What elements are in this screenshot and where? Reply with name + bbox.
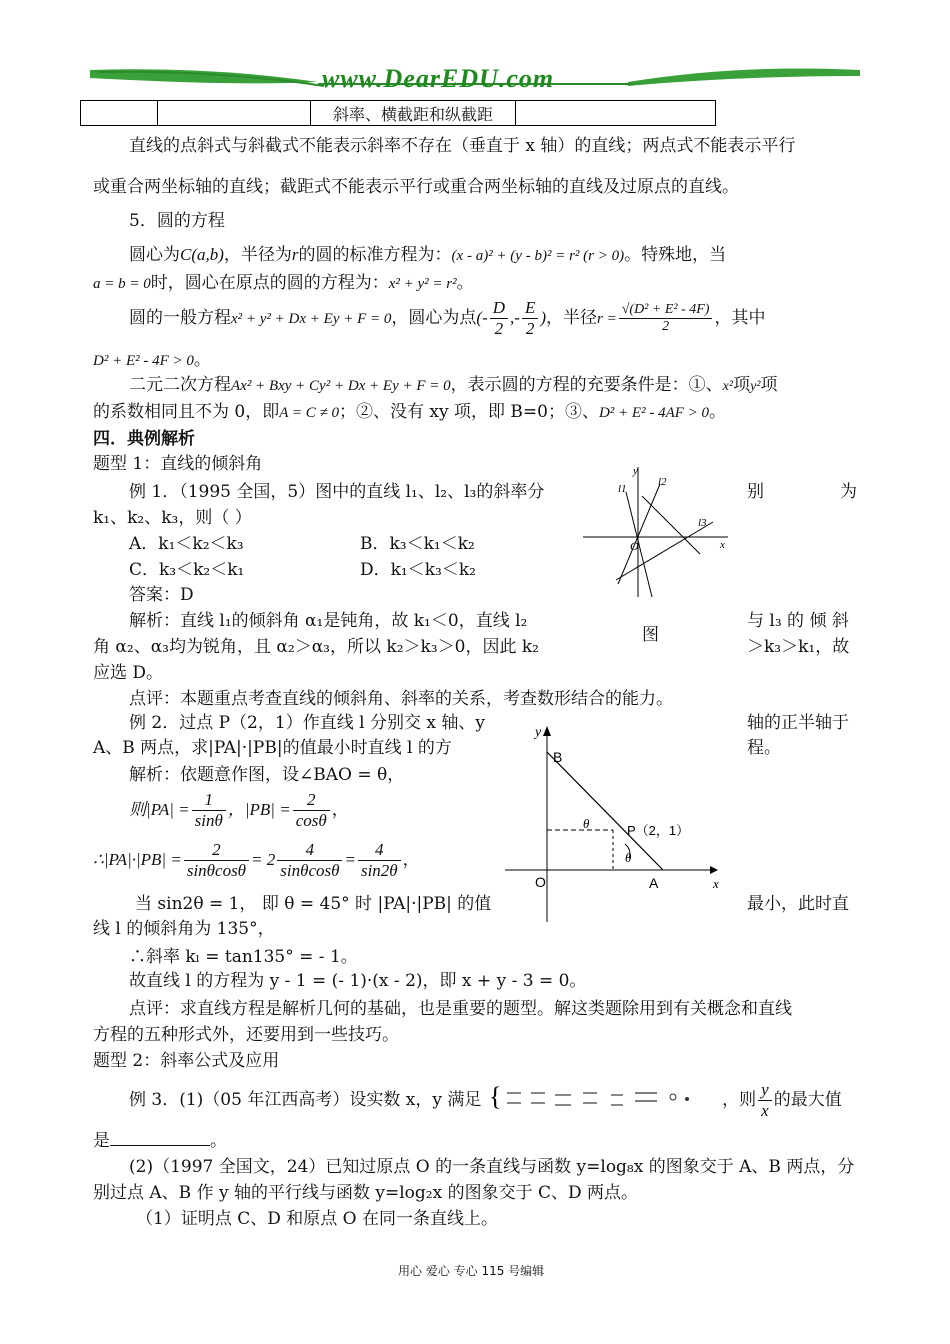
fig1-label-l1: l1 [618,483,627,495]
example-1-stem-right-1: 别 [747,482,764,502]
section-circle-equation: 5．圆的方程 [129,211,225,231]
example-2-solution-6: ∴斜率 kₗ = tan135° = - 1。 [129,947,358,967]
fig1-label-l2: l2 [658,476,667,488]
table-cell-slope: 斜率、横截距和纵截距 [311,101,516,126]
fig2-label-theta-2: θ [625,850,632,865]
example-3-stem: 例 3．(1)（05 年江西高考）设实数 x，y 满足 { ，则 $\frac{y}{x}$ 的最大值 [129,1080,842,1120]
fig2-label-o: O [535,874,546,890]
fig2-label-p: P（2，1） [627,823,690,838]
fraction-product-2: $\frac{4}{\sin\theta\cos\theta}$ [277,840,342,881]
topic-2-title: 题型 2：斜率公式及应用 [93,1051,280,1071]
example-2-comment-2: 方程的五种形式外，还要用到一些技巧。 [93,1025,399,1045]
table-cell-empty [516,101,716,126]
example-2-stem: 例 2．过点 P（2，1）作直线 l 分别交 x 轴、y [129,713,485,733]
para-forms-limits-2: 或重合两坐标轴的直线；截距式不能表示平行或重合两坐标轴的直线及过原点的直线。 [93,177,739,197]
answer-blank[interactable] [110,1145,210,1146]
para-circle-general: 圆的一般方程x² + y² + Dx + Ey + F = 0，圆心为点(- $\frac{D}{2}$ ,- $\frac{E}{2}$ )，半径r = $\frac{\text{√(D² + E² - 4F)}}{2}$ ，其中 [129,298,766,338]
fraction-product-3: $\frac{4}{\sin 2\theta}$ [358,840,401,881]
topic-1-title: 题型 1：直线的倾斜角 [93,454,263,474]
example-1-solution-1: 解析：直线 l₁的倾斜角 α₁是钝角，故 k₁＜0，直线 l₂ [129,611,528,631]
fraction-e-half: $\frac{E}{2}$ [522,298,538,339]
figure-lines-slopes [578,462,738,617]
example-3-blank-line: 是 。 [93,1131,227,1151]
constraint-system-image [487,1083,717,1118]
example-2-comment-1: 点评：求直线方程是解析几何的基础，也是重要的题型。解这类题除用到有关概念和直线 [129,999,792,1019]
example-1-stem-2: k₁、k₂、k₃，则（ ） [93,508,252,528]
option-a: A．k₁＜k₂＜k₃ [129,534,244,554]
example-3-part2-2: 别过点 A、B 作 y 轴的平行线与函数 y=log₂x 的图象交于 C、D 两点。 [93,1183,639,1203]
fraction-product-1: $\frac{2}{\sin\theta\cos\theta}$ [184,840,249,881]
line-aux [642,496,700,554]
site-logo: www.DearEDU.com [322,64,555,93]
example-3-part2-1: (2)（1997 全国文，24）已知过原点 O 的一条直线与函数 y=log₈x 的图象交于 A、B 两点，分 [129,1157,855,1177]
para-circle-standard: 圆心为C(a,b)，半径为r的圆的标准方程为：(x - a)² + (y - b)² = r² (r > 0)。特殊地，当 [129,245,727,265]
section-examples: 四．典例解析 [93,429,195,449]
line-l2 [618,484,660,584]
garbled-constraints-icon [487,1083,717,1113]
example-1-solution-2: 角 α₂、α₃均为锐角，且 α₂＞α₃，所以 k₂＞k₃＞0，因此 k₂ [93,637,539,657]
table-cell-empty [81,101,158,126]
example-2-solution-2: 则|PA| = $\frac{1}{\sin\theta}$ ，|PB| = $\frac{2}{\cos\theta}$ ， [129,790,349,830]
fraction-two-over-cos: $\frac{2}{\cos\theta}$ [293,790,330,831]
fig1-label-x: x [720,539,725,551]
x-axis-arrow [710,866,718,874]
table-cell-empty [158,101,311,126]
para-forms-limits-1: 直线的点斜式与斜截式不能表示斜率不存在（垂直于 x 轴）的直线；两点式不能表示平行 [129,136,796,156]
figure-caption: 图 [642,625,659,645]
figure-line-through-p [505,722,725,922]
fig2-label-x: x [713,876,719,891]
option-d: D．k₁＜k₃＜k₂ [360,560,476,580]
fraction-radius: $\frac{\text{√(D² + E² - 4F)}}{2}$ [619,302,713,335]
example-2-solution-7: 故直线 l 的方程为 y - 1 = (- 1)·(x - 2)，即 x + y - 3 = 0。 [129,971,587,991]
fig2-label-theta-1: θ [583,816,590,831]
fig1-label-l3: l3 [698,517,707,529]
example-2-solution-1: 解析：依题意作图，设∠BAO = θ， [129,765,405,785]
fraction-one-over-sin: $\frac{1}{\sin\theta}$ [192,790,226,831]
para-quadratic-2: 的系数相同且不为 0，即A = C ≠ 0；②、没有 xy 项，即 B=0；③、D² + E² - 4AF > 0。 [93,402,727,422]
para-quadratic-1: 二元二次方程Ax² + Bxy + Cy² + Dx + Ey + F = 0，表示圆的方程的充要条件是：①、x²项y²项 [129,375,778,395]
example-2-stem-2: A、B 两点，求|PA|·|PB|的值最小时直线 l 的方 [93,738,452,758]
header-table [80,100,716,126]
svg-text:{: { [488,1083,502,1111]
example-1-solution-2-right: ＞k₃＞k₁，故 [747,637,850,657]
fig1-label-y: y [633,465,638,477]
example-3-part2-3: （1）证明点 C、D 和原点 O 在同一条直线上。 [136,1209,499,1229]
example-1-solution-3: 应选 D。 [93,663,164,683]
y-axis-arrow [543,726,551,736]
option-b: B．k₃＜k₁＜k₂ [360,534,475,554]
fraction-y-over-x: $\frac{y}{x}$ [758,1080,772,1121]
example-1-answer: 答案：D [129,585,194,605]
example-1-stem-right-2: 为 [840,482,857,502]
fig2-label-b: B [553,749,563,765]
example-2-stem-2-right: 程。 [747,738,781,758]
fraction-d-half: $\frac{D}{2}$ [490,298,508,339]
example-1-stem: 例 1．（1995 全国，5）图中的直线 l₁、l₂、l₃的斜率分 [129,482,545,502]
example-2-solution-4: 当 sin2θ = 1， 即 θ = 45° 时 |PA|·|PB| 的值 [135,894,492,914]
example-2-solution-4-right: 最小，此时直 [747,894,849,914]
fig2-label-a: A [649,875,659,891]
example-2-solution-5: 线 l 的倾斜角为 135°， [93,919,275,939]
fig1-label-o: O [630,539,639,553]
line-ab [547,752,663,870]
example-1-solution-1-right: 与 l₃ 的 倾 斜 [747,611,849,631]
example-1-comment: 点评：本题重点考查直线的倾斜角、斜率的关系，考查数形结合的能力。 [129,689,673,709]
option-c: C．k₃＜k₂＜k₁ [129,560,245,580]
example-2-stem-right: 轴的正半轴于 [747,713,849,733]
fig2-label-y: y [535,725,542,740]
para-circle-origin: a = b = 0时，圆心在原点的圆的方程为：x² + y² = r²。 [93,273,474,293]
para-circle-condition: D² + E² - 4F > 0。 [93,350,211,370]
page-footer: 用心 爱心 专心 115 号编辑 [398,1264,545,1278]
example-2-solution-3: ∴|PA|·|PB| = $\frac{2}{\sin\theta\cos\theta}$ = 2 $\frac{4}{\sin\theta\cos\theta}$ = $\frac{4}{\sin 2\theta}$ ， [93,840,420,880]
